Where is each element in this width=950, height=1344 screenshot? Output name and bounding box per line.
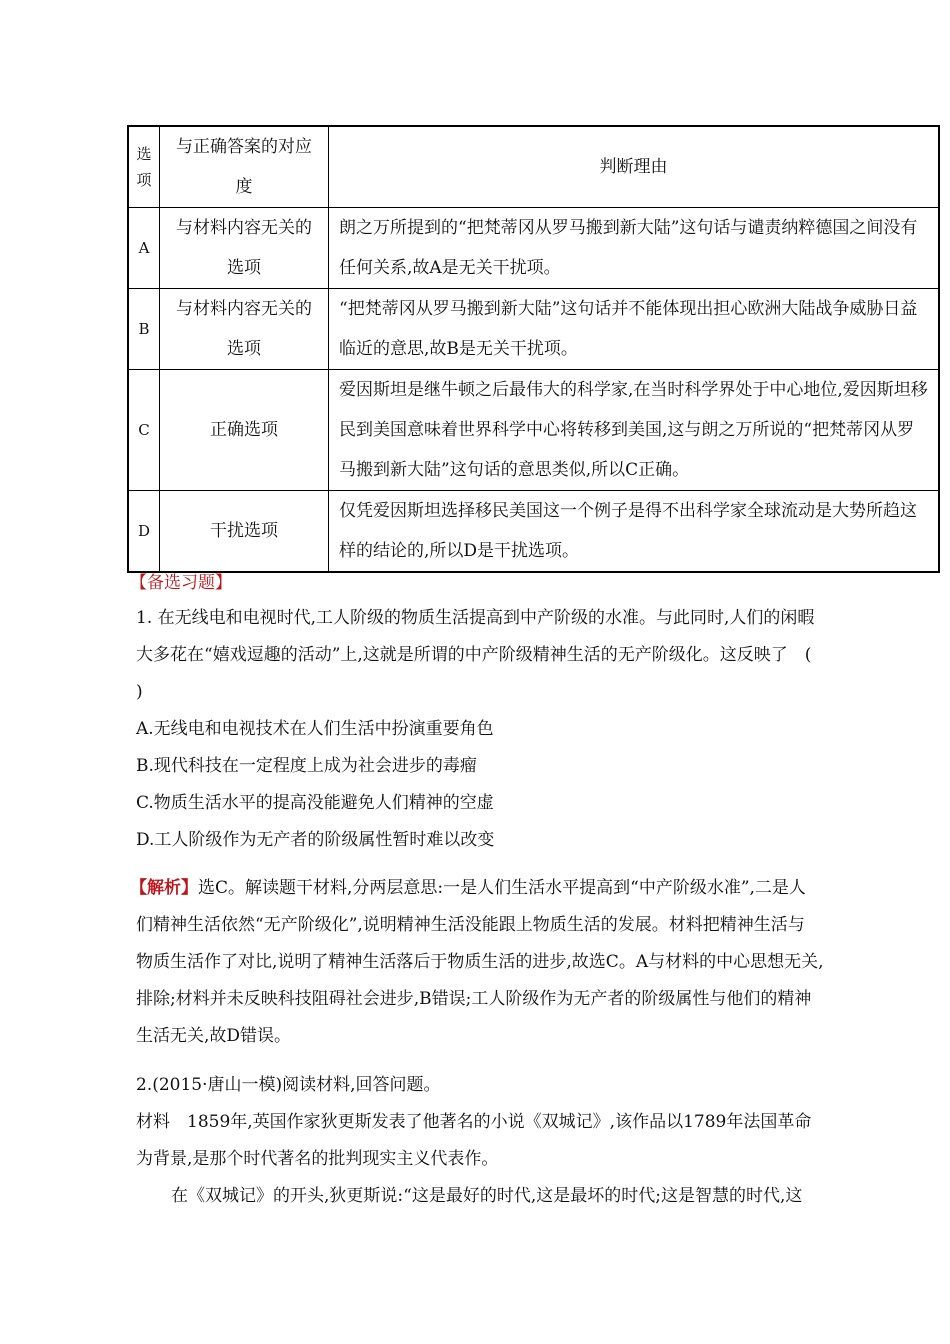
question-1	[136, 600, 826, 859]
table-row	[128, 289, 939, 370]
q1-stem-line: 大多花在“嬉戏逗趣的活动”上,这就是所谓的中产阶级精神生活的无产阶级化。这反映了 (	[136, 645, 812, 665]
q1-option-d: D.工人阶级作为无产者的阶级属性暂时难以改变	[136, 830, 495, 850]
header-correspondence: 与正确答案的对应度	[160, 126, 329, 208]
row-option: C	[128, 370, 160, 491]
q1-option-a: A.无线电和电视技术在人们生活中扮演重要角色	[136, 719, 494, 739]
row-correspondence: 正确选项	[160, 370, 329, 491]
q2-stem: 2.(2015·唐山一模)阅读材料,回答问题。	[136, 1075, 441, 1095]
q1-option-b: B.现代科技在一定程度上成为社会进步的毒瘤	[136, 756, 477, 776]
question-2	[136, 1067, 826, 1215]
table-header-row	[128, 126, 939, 208]
analysis-label: 【解析】	[130, 878, 198, 898]
header-option: 选项	[128, 126, 160, 208]
q2-material-line: 在《双城记》的开头,狄更斯说:“这是最好的时代,这是最坏的时代;这是智慧的时代,这	[154, 1186, 803, 1206]
q2-material-line: 材料 1859年,英国作家狄更斯发表了他著名的小说《双城记》,该作品以1789年法国革命	[136, 1112, 812, 1132]
q1-option-c: C.物质生活水平的提高没能避免人们精神的空虚	[136, 793, 494, 813]
row-correspondence: 与材料内容无关的选项	[160, 208, 329, 289]
row-reason: 仅凭爱因斯坦选择移民美国这一个例子是得不出科学家全球流动是大势所趋这样的结论的,所以D是干扰选项。	[329, 491, 940, 573]
analysis-line: 物质生活作了对比,说明了精神生活落后于物质生活的进步,故选C。A与材料的中心思想无关,	[136, 952, 824, 972]
table-row	[128, 491, 939, 573]
row-option: A	[128, 208, 160, 289]
analysis-line: 排除;材料并未反映科技阻碍社会进步,B错误;工人阶级作为无产者的阶级属性与他们的精神	[136, 989, 812, 1009]
analysis-line: 们精神生活依然“无产阶级化”,说明精神生活没能跟上物质生活的发展。材料把精神生活与	[136, 915, 805, 935]
analysis-line: 生活无关,故D错误。	[136, 1026, 292, 1046]
row-option: B	[128, 289, 160, 370]
section-title	[130, 565, 820, 602]
row-reason: 爱因斯坦是继牛顿之后最伟大的科学家,在当时科学界处于中心地位,爱因斯坦移民到美国意味着世界科学中心将转移到美国,这与朗之万所说的“把梵蒂冈从罗马搬到新大陆”这句话的意思类似,所以C正确。	[329, 370, 940, 491]
row-reason: “把梵蒂冈从罗马搬到新大陆”这句话并不能体现出担心欧洲大陆战争威胁日益临近的意思,故B是无关干扰项。	[329, 289, 940, 370]
analysis-text: 选C。解读题干材料,分两层意思:一是人们生活水平提高到“中产阶级水准”,二是人	[198, 878, 806, 898]
row-reason: 朗之万所提到的“把梵蒂冈从罗马搬到新大陆”这句话与谴责纳粹德国之间没有任何关系,故A是无关干扰项。	[329, 208, 940, 289]
q2-material-line: 为背景,是那个时代著名的批判现实主义代表作。	[136, 1149, 499, 1169]
table-row	[128, 208, 939, 289]
header-reason: 判断理由	[329, 126, 940, 208]
analysis-line	[130, 870, 820, 907]
row-option: D	[128, 491, 160, 573]
q1-stem-line: )	[136, 682, 143, 702]
q1-analysis	[130, 870, 824, 1055]
row-correspondence: 干扰选项	[160, 491, 329, 573]
q1-stem-line: 1. 在无线电和电视时代,工人阶级的物质生活提高到中产阶级的水准。与此同时,人们的闲暇	[136, 608, 815, 628]
row-correspondence: 与材料内容无关的选项	[160, 289, 329, 370]
answer-analysis-table	[127, 125, 940, 573]
table-row	[128, 370, 939, 491]
section-title-text: 【备选习题】	[130, 573, 232, 593]
